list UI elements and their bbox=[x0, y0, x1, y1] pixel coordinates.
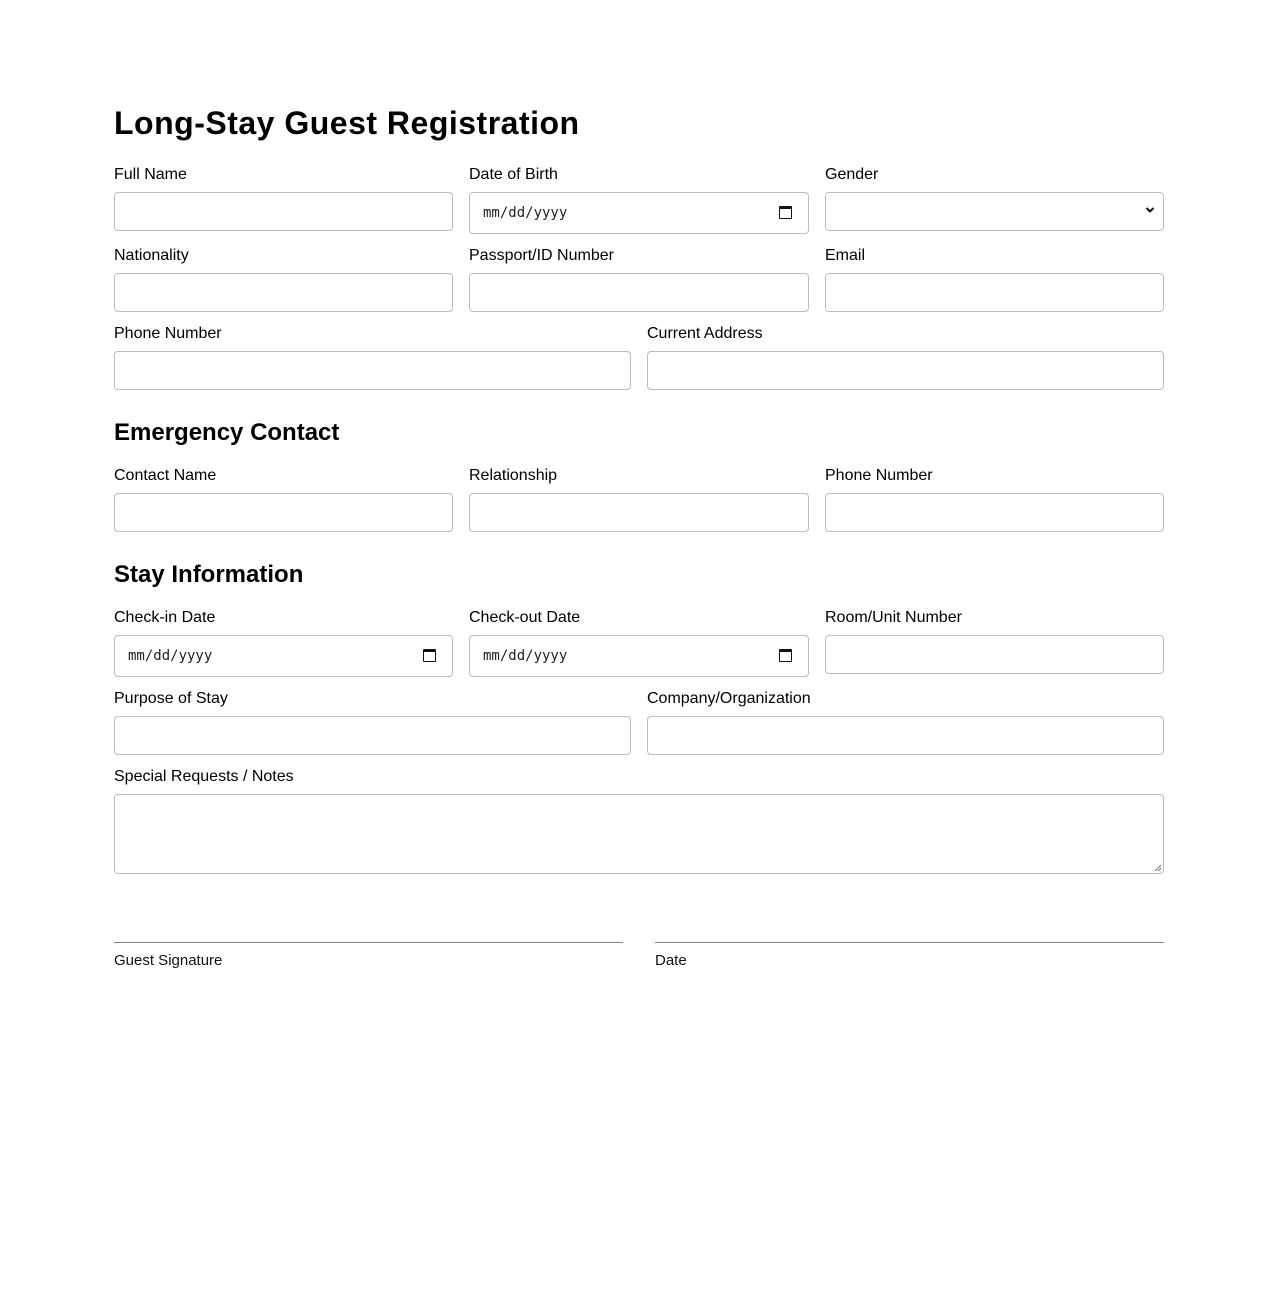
chevron-down-icon bbox=[1145, 205, 1155, 215]
notes-label: Special Requests / Notes bbox=[114, 768, 294, 785]
gender-label: Gender bbox=[825, 166, 879, 183]
address-input[interactable] bbox=[647, 351, 1164, 390]
contact-name-label: Contact Name bbox=[114, 467, 217, 484]
contact-name-field bbox=[114, 467, 453, 532]
contact-name-input[interactable] bbox=[114, 493, 453, 532]
nationality-input[interactable] bbox=[114, 273, 453, 312]
room-number-field bbox=[825, 609, 1164, 674]
calendar-icon[interactable] bbox=[779, 206, 792, 219]
emergency-phone-field bbox=[825, 467, 1164, 532]
date-of-birth-field bbox=[469, 166, 809, 234]
company-field bbox=[647, 690, 1164, 755]
calendar-icon[interactable] bbox=[779, 649, 792, 662]
address-field bbox=[647, 325, 1164, 390]
resize-handle-icon[interactable] bbox=[1153, 863, 1162, 872]
check-out-input[interactable] bbox=[469, 635, 809, 677]
passport-label: Passport/ID Number bbox=[469, 247, 614, 264]
phone-label: Phone Number bbox=[114, 325, 222, 342]
check-out-label: Check-out Date bbox=[469, 609, 581, 626]
company-label: Company/Organization bbox=[647, 690, 811, 707]
purpose-input[interactable] bbox=[114, 716, 631, 755]
passport-input[interactable] bbox=[469, 273, 809, 312]
company-input[interactable] bbox=[647, 716, 1164, 755]
full-name-field bbox=[114, 166, 453, 231]
gender-select[interactable] bbox=[825, 192, 1164, 231]
check-in-label: Check-in Date bbox=[114, 609, 216, 626]
relationship-input[interactable] bbox=[469, 493, 809, 532]
check-in-input[interactable] bbox=[114, 635, 453, 677]
notes-field bbox=[114, 768, 1164, 874]
gender-field bbox=[825, 166, 1164, 231]
date-signature-label: Date bbox=[655, 952, 687, 969]
stay-information-heading: Stay Information bbox=[114, 561, 304, 588]
date-signature-block bbox=[655, 942, 1164, 970]
page-title: Long-Stay Guest Registration bbox=[114, 105, 580, 141]
emergency-contact-heading: Emergency Contact bbox=[114, 419, 340, 446]
guest-signature-block bbox=[114, 942, 623, 970]
emergency-phone-input[interactable] bbox=[825, 493, 1164, 532]
room-number-label: Room/Unit Number bbox=[825, 609, 962, 626]
date-placeholder: mm/dd/yyyy bbox=[483, 205, 568, 221]
date-placeholder: mm/dd/yyyy bbox=[483, 648, 568, 664]
guest-signature-label: Guest Signature bbox=[114, 952, 223, 969]
signature-line bbox=[114, 942, 623, 943]
room-number-input[interactable] bbox=[825, 635, 1164, 674]
check-in-field bbox=[114, 609, 453, 677]
email-label: Email bbox=[825, 247, 866, 264]
email-field bbox=[825, 247, 1164, 312]
purpose-field bbox=[114, 690, 631, 755]
phone-input[interactable] bbox=[114, 351, 631, 390]
date-of-birth-input[interactable] bbox=[469, 192, 809, 234]
relationship-label: Relationship bbox=[469, 467, 558, 484]
nationality-field bbox=[114, 247, 453, 312]
notes-textarea[interactable] bbox=[114, 794, 1164, 874]
phone-field bbox=[114, 325, 631, 390]
full-name-label: Full Name bbox=[114, 166, 187, 183]
date-placeholder: mm/dd/yyyy bbox=[128, 648, 213, 664]
check-out-field bbox=[469, 609, 809, 677]
relationship-field bbox=[469, 467, 809, 532]
date-of-birth-label: Date of Birth bbox=[469, 166, 558, 183]
email-input[interactable] bbox=[825, 273, 1164, 312]
address-label: Current Address bbox=[647, 325, 763, 342]
emergency-phone-label: Phone Number bbox=[825, 467, 933, 484]
passport-field bbox=[469, 247, 809, 312]
full-name-input[interactable] bbox=[114, 192, 453, 231]
calendar-icon[interactable] bbox=[423, 649, 436, 662]
nationality-label: Nationality bbox=[114, 247, 189, 264]
date-line bbox=[655, 942, 1164, 943]
purpose-label: Purpose of Stay bbox=[114, 690, 228, 707]
